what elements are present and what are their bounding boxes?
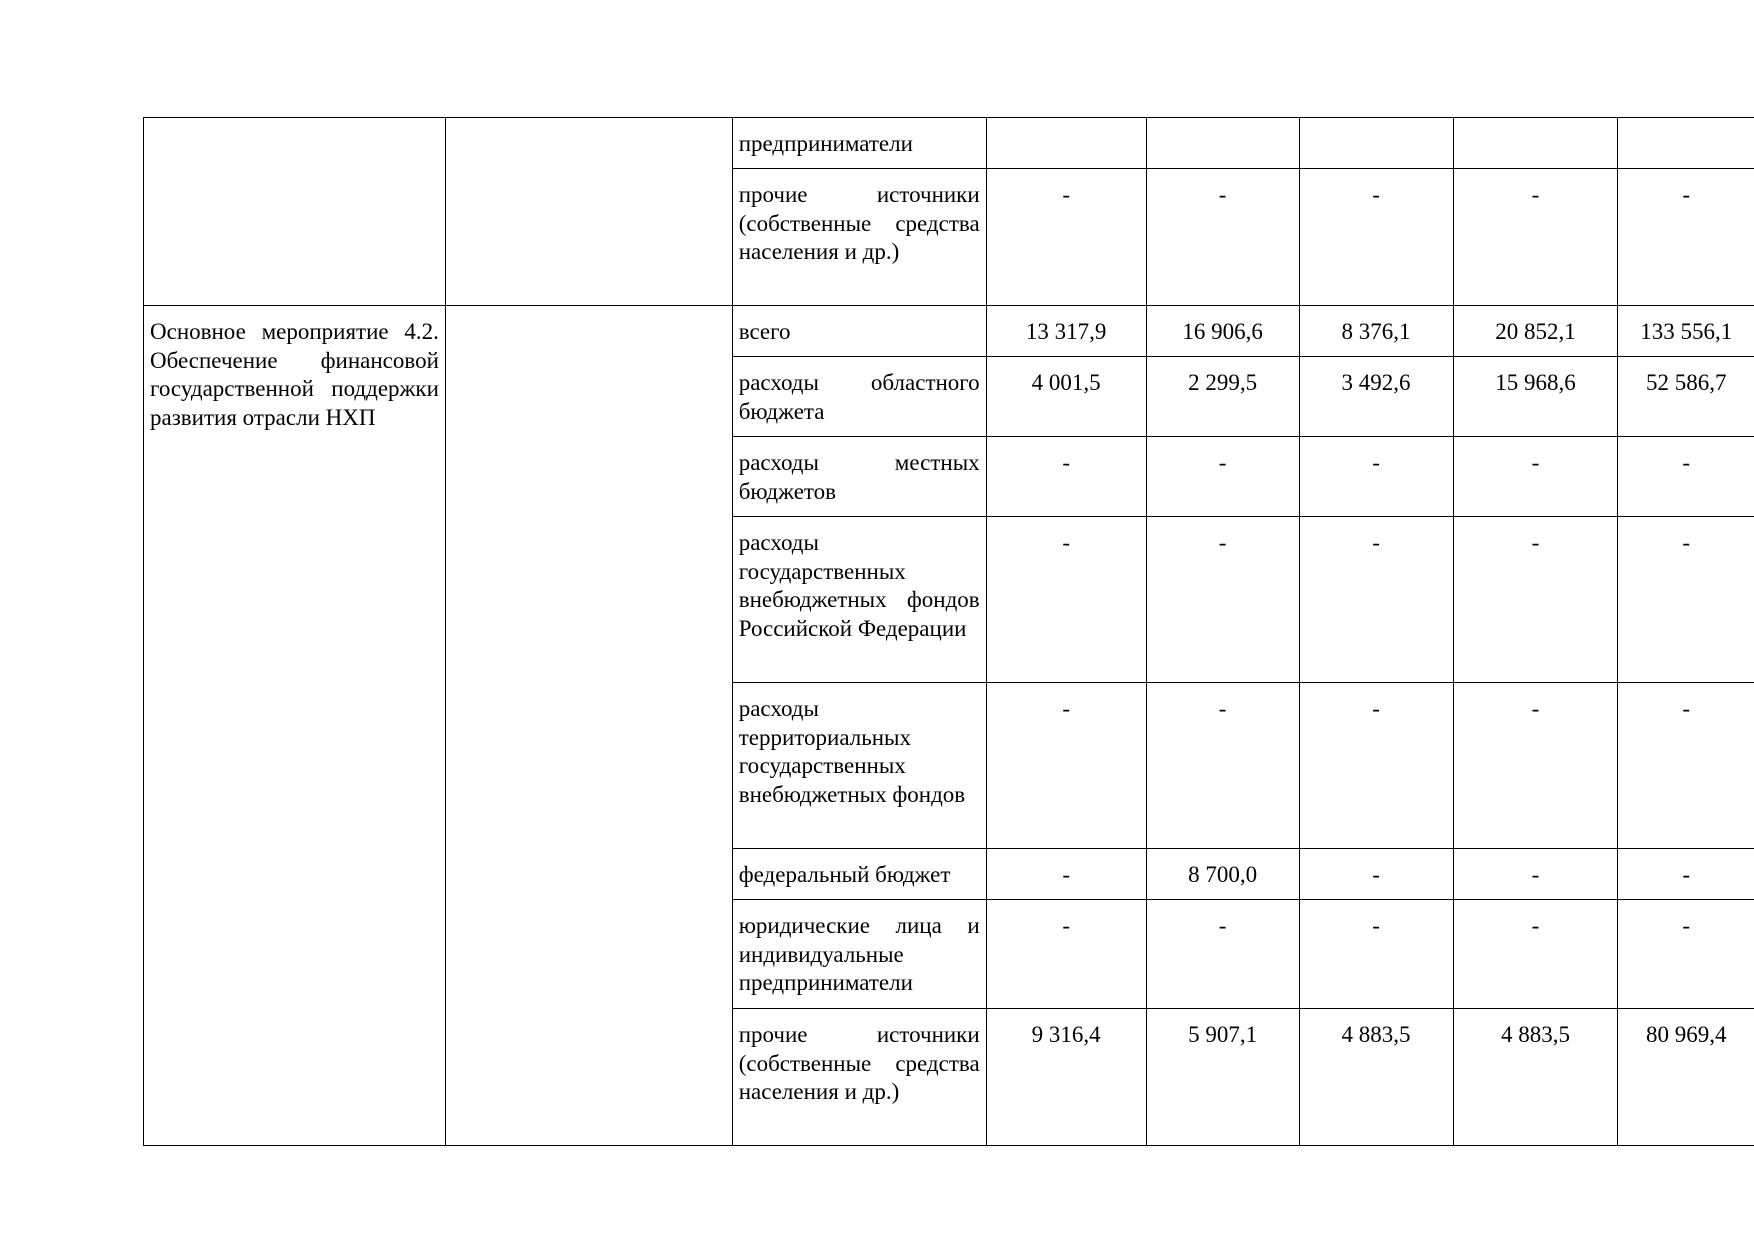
- value-cell: -: [1146, 437, 1299, 517]
- value-cell: [1299, 118, 1453, 169]
- table-row: [144, 306, 1754, 357]
- value-cell: 5 907,1: [1146, 1009, 1299, 1146]
- value-cell: -: [1618, 517, 1754, 683]
- value-cell: 3 492,6: [1299, 357, 1453, 437]
- executor-cell: [445, 306, 732, 1146]
- value-cell: -: [1146, 517, 1299, 683]
- value-cell: 8 700,0: [1146, 849, 1299, 900]
- value-cell: [986, 118, 1146, 169]
- value-cell: 9 316,4: [986, 1009, 1146, 1146]
- value-cell: -: [1618, 683, 1754, 849]
- event-cell-continued: [144, 118, 446, 306]
- value-cell: -: [1299, 437, 1453, 517]
- value-cell: 4 883,5: [1453, 1009, 1618, 1146]
- value-cell: -: [1618, 437, 1754, 517]
- value-cell: -: [1618, 169, 1754, 306]
- value-cell: -: [1299, 900, 1453, 1009]
- source-cell: расходы территориальных государственных внебюджетных фондов: [732, 683, 986, 849]
- source-cell: расходы государственных внебюджетных фондов Российской Федерации: [732, 517, 986, 683]
- value-cell: 80 969,4: [1618, 1009, 1754, 1146]
- value-cell: 20 852,1: [1453, 306, 1618, 357]
- source-cell: юридические лица и индивидуальные предприниматели: [732, 900, 986, 1009]
- table-row: [144, 118, 1754, 169]
- value-cell: -: [986, 169, 1146, 306]
- value-cell: -: [1453, 437, 1618, 517]
- value-cell: 4 883,5: [1299, 1009, 1453, 1146]
- value-cell: 4 001,5: [986, 357, 1146, 437]
- value-cell: 2 299,5: [1146, 357, 1299, 437]
- value-cell: -: [1146, 683, 1299, 849]
- value-cell: -: [1146, 169, 1299, 306]
- value-cell: -: [1453, 849, 1618, 900]
- value-cell: [1618, 118, 1754, 169]
- executor-cell-continued: [445, 118, 732, 306]
- value-cell: -: [1299, 517, 1453, 683]
- value-cell: -: [1299, 849, 1453, 900]
- value-cell: -: [1299, 169, 1453, 306]
- value-cell: -: [986, 900, 1146, 1009]
- value-cell: -: [1618, 900, 1754, 1009]
- value-cell: -: [986, 517, 1146, 683]
- value-cell: -: [1146, 900, 1299, 1009]
- source-cell: расходы областного бюджета: [732, 357, 986, 437]
- source-cell: расходы местных бюджетов: [732, 437, 986, 517]
- value-cell: 13 317,9: [986, 306, 1146, 357]
- value-cell: -: [1453, 169, 1618, 306]
- source-cell: всего: [732, 306, 986, 357]
- value-cell: -: [986, 849, 1146, 900]
- value-cell: -: [986, 437, 1146, 517]
- value-cell: 52 586,7: [1618, 357, 1754, 437]
- value-cell: 133 556,1: [1618, 306, 1754, 357]
- value-cell: -: [986, 683, 1146, 849]
- source-cell: предприниматели: [732, 118, 986, 169]
- funding-table: [143, 117, 1754, 1146]
- value-cell: [1146, 118, 1299, 169]
- value-cell: 16 906,6: [1146, 306, 1299, 357]
- value-cell: -: [1618, 849, 1754, 900]
- source-cell: федеральный бюджет: [732, 849, 986, 900]
- value-cell: 8 376,1: [1299, 306, 1453, 357]
- value-cell: -: [1453, 900, 1618, 1009]
- source-cell: прочие источники (собственные средства населения и др.): [732, 1009, 986, 1146]
- source-cell: прочие источники (собственные средства населения и др.): [732, 169, 986, 306]
- value-cell: -: [1299, 683, 1453, 849]
- value-cell: [1453, 118, 1618, 169]
- value-cell: -: [1453, 683, 1618, 849]
- event-title-cell: Основное мероприятие 4.2. Обеспечение финансовой государственной поддержки развития отрасли НХП: [144, 306, 446, 1146]
- value-cell: -: [1453, 517, 1618, 683]
- value-cell: 15 968,6: [1453, 357, 1618, 437]
